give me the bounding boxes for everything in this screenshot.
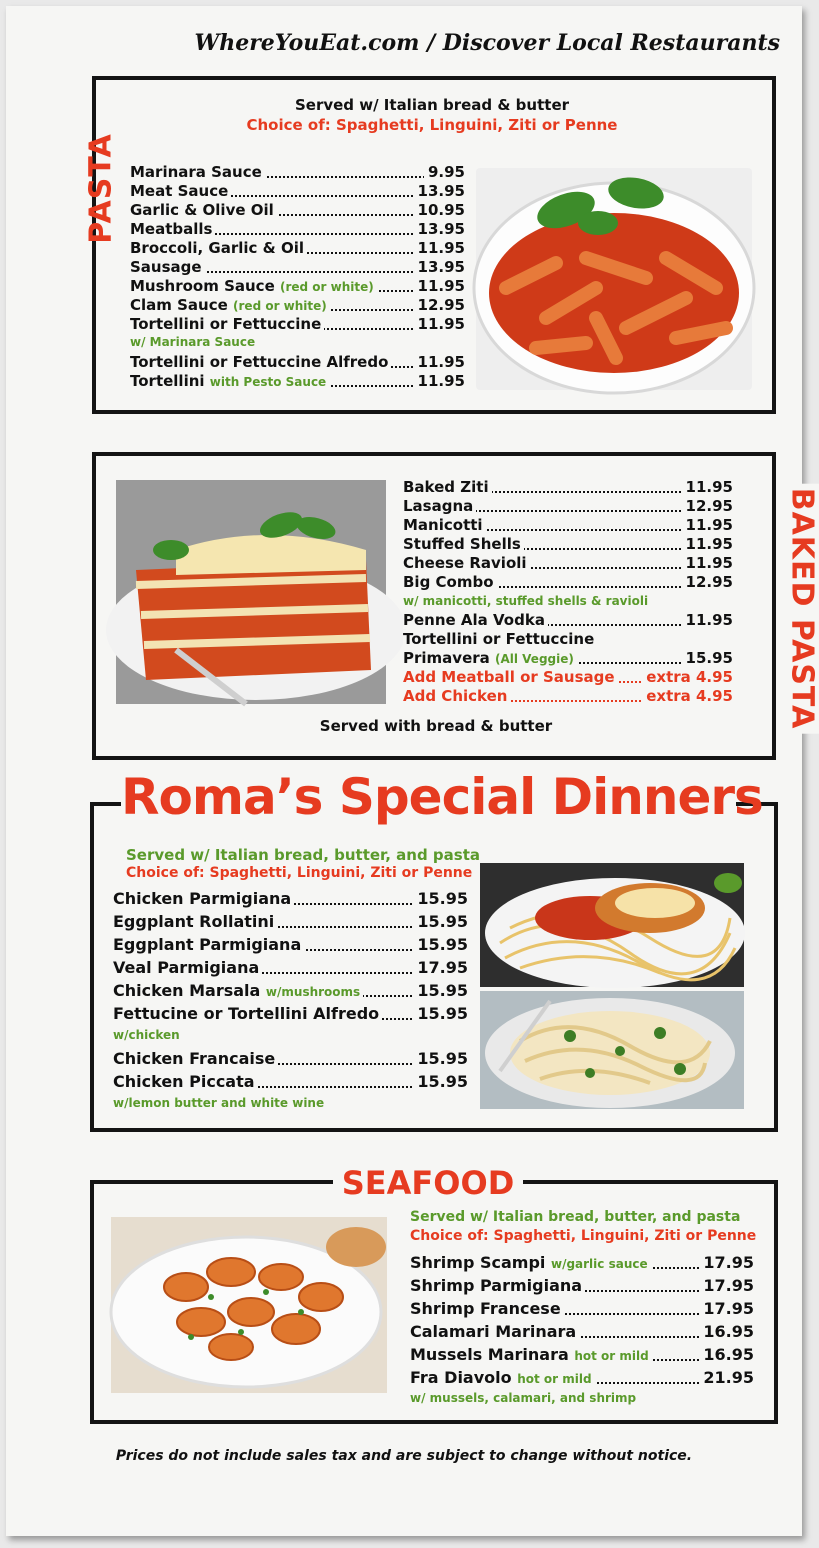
menu-item: Tortellini with Pesto Sauce 11.95 — [130, 372, 465, 390]
menu-item: Meatballs 13.95 — [130, 220, 465, 238]
special-served: Served w/ Italian bread, butter, and pasta — [126, 846, 480, 864]
menu-item: Tortellini or Fettuccine 11.95 — [130, 315, 465, 333]
menu-item: Meat Sauce 13.95 — [130, 182, 465, 200]
pasta-title: PASTA — [83, 133, 119, 244]
item-note: w/ mussels, calamari, and shrimp — [410, 1391, 637, 1405]
pasta-served: Served w/ Italian bread & butter — [294, 96, 570, 114]
menu-item: Lasagna 12.95 — [403, 497, 733, 515]
menu-item: Tortellini or Fettuccine Alfredo 11.95 — [130, 353, 465, 371]
menu-item: Penne Ala Vodka 11.95 — [403, 611, 733, 629]
seafood-title: SEAFOOD — [333, 1164, 523, 1202]
menu-item: Primavera (All Veggie) 15.95 — [403, 649, 733, 667]
lasagna-photo — [116, 480, 386, 704]
seafood-served: Served w/ Italian bread, butter, and pasta — [410, 1209, 741, 1225]
menu-item: Fettucine or Tortellini Alfredo 15.95 — [113, 1004, 468, 1023]
seafood-choice: Choice of: Spaghetti, Linguini, Ziti or Penne — [410, 1228, 757, 1244]
menu-item: Chicken Piccata 15.95 — [113, 1072, 468, 1091]
menu-item: Cheese Ravioli 11.95 — [403, 554, 733, 572]
shrimp-photo — [111, 1217, 387, 1393]
menu-page — [6, 6, 819, 1536]
menu-item: Shrimp Parmigiana 17.95 — [410, 1276, 754, 1295]
menu-item: Chicken Marsala w/mushrooms 15.95 — [113, 981, 468, 1000]
menu-item: Chicken Francaise 15.95 — [113, 1049, 468, 1068]
add-on-item: Add Meatball or Sausage extra 4.95 — [403, 668, 733, 686]
menu-item: Marinara Sauce 9.95 — [130, 163, 465, 181]
item-note: w/chicken — [113, 1028, 180, 1042]
menu-item: Broccoli, Garlic & Oil 11.95 — [130, 239, 465, 257]
menu-item: Shrimp Francese 17.95 — [410, 1299, 754, 1318]
menu-item: Fra Diavolo hot or mild 21.95 — [410, 1368, 754, 1387]
menu-item: Sausage 13.95 — [130, 258, 465, 276]
fettuccine-alfredo-photo — [480, 991, 744, 1109]
menu-item: Mussels Marinara hot or mild 16.95 — [410, 1345, 754, 1364]
pasta-choice: Choice of: Spaghetti, Linguini, Ziti or Penne — [246, 116, 618, 134]
menu-item: Baked Ziti 11.95 — [403, 478, 733, 496]
baked-served: Served with bread & butter — [319, 717, 553, 735]
site-header: WhereYouEat.com / Discover Local Restaurants — [194, 30, 780, 56]
menu-item-line: Tortellini or Fettuccine — [403, 630, 733, 649]
menu-item: Mushroom Sauce (red or white) 11.95 — [130, 277, 465, 295]
item-note: w/lemon butter and white wine — [113, 1096, 325, 1110]
special-dinners-title: Roma’s Special Dinners — [121, 768, 763, 826]
menu-item: Eggplant Rollatini 15.95 — [113, 912, 468, 931]
menu-item: Garlic & Olive Oil 10.95 — [130, 201, 465, 219]
penne-photo — [476, 168, 752, 390]
menu-item: Veal Parmigiana 17.95 — [113, 958, 468, 977]
baked-pasta-title: BAKED PASTA — [784, 484, 819, 734]
menu-item: Shrimp Scampi w/garlic sauce 17.95 — [410, 1253, 754, 1272]
item-note: w/ manicotti, stuffed shells & ravioli — [403, 594, 649, 608]
menu-item: Eggplant Parmigiana 15.95 — [113, 935, 468, 954]
item-note: w/ Marinara Sauce — [130, 335, 256, 349]
chicken-parmigiana-photo — [480, 863, 744, 987]
menu-item: Chicken Parmigiana 15.95 — [113, 889, 468, 908]
menu-item: Clam Sauce (red or white) 12.95 — [130, 296, 465, 314]
special-choice: Choice of: Spaghetti, Linguini, Ziti or Penne — [126, 865, 473, 881]
add-on-item: Add Chicken extra 4.95 — [403, 687, 733, 705]
menu-item: Stuffed Shells 11.95 — [403, 535, 733, 553]
price-disclaimer: Prices do not include sales tax and are subject to change without notice. — [115, 1448, 693, 1464]
menu-item: Calamari Marinara 16.95 — [410, 1322, 754, 1341]
menu-item: Big Combo 12.95 — [403, 573, 733, 591]
menu-item: Manicotti 11.95 — [403, 516, 733, 534]
